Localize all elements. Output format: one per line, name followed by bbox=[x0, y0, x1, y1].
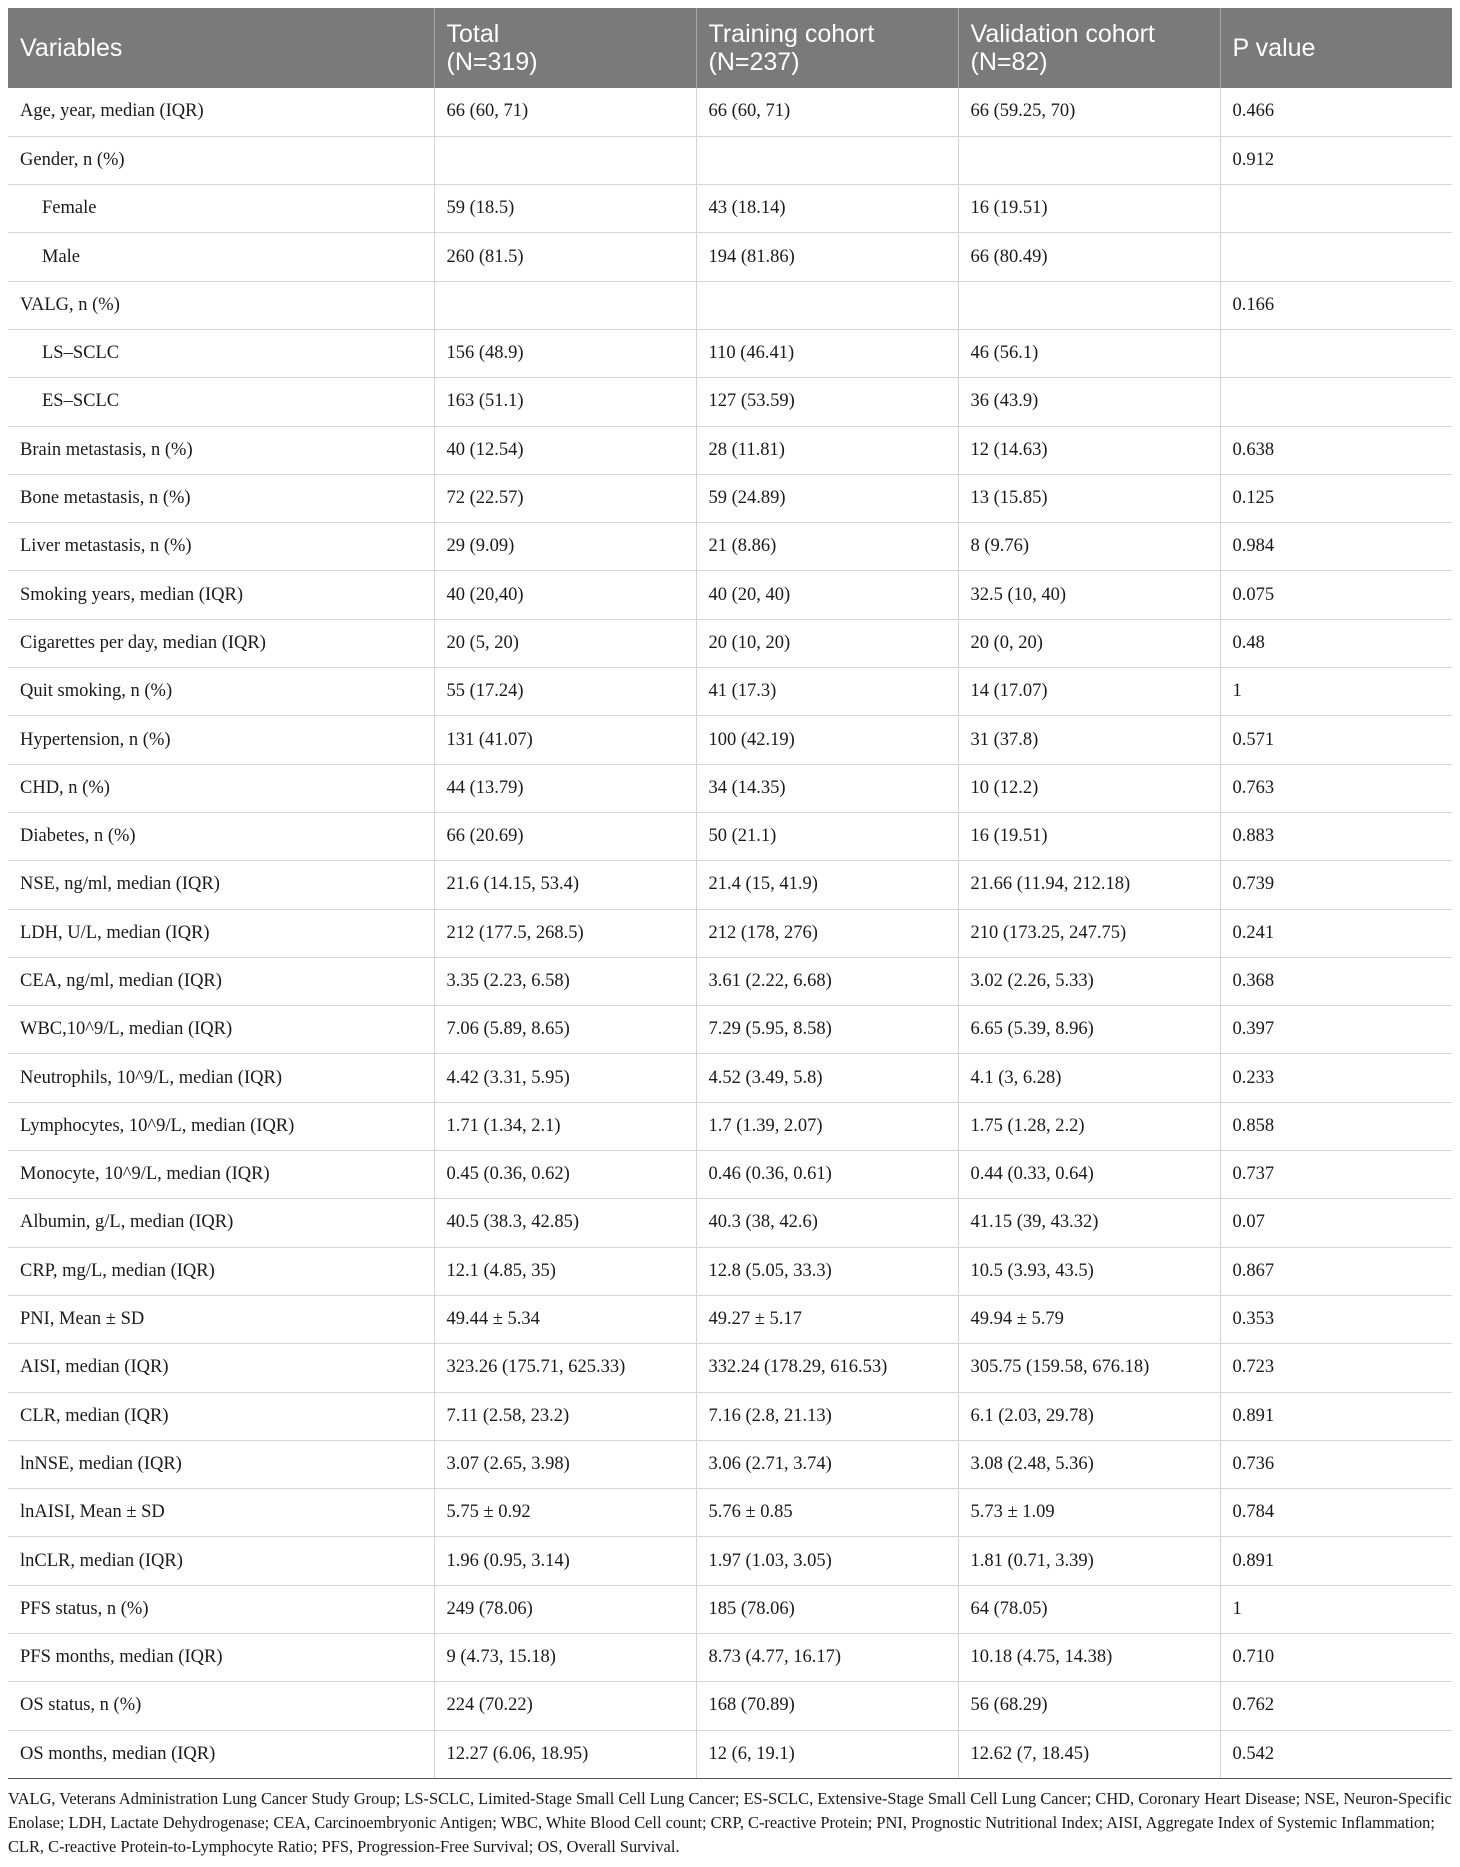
variable-cell: lnAISI, Mean ± SD bbox=[8, 1489, 434, 1537]
variable-cell: Liver metastasis, n (%) bbox=[8, 523, 434, 571]
p-value-cell: 0.723 bbox=[1220, 1344, 1452, 1392]
table-row bbox=[8, 329, 1452, 377]
variable-cell: LDH, U/L, median (IQR) bbox=[8, 909, 434, 957]
total-cell: 156 (48.9) bbox=[434, 329, 696, 377]
validation-cell: 8 (9.76) bbox=[958, 523, 1220, 571]
total-cell: 55 (17.24) bbox=[434, 668, 696, 716]
p-value-cell: 0.867 bbox=[1220, 1247, 1452, 1295]
p-value-cell: 1 bbox=[1220, 668, 1452, 716]
validation-cell: 0.44 (0.33, 0.64) bbox=[958, 1151, 1220, 1199]
total-cell: 7.06 (5.89, 8.65) bbox=[434, 1006, 696, 1054]
validation-cell: 32.5 (10, 40) bbox=[958, 571, 1220, 619]
validation-cell: 56 (68.29) bbox=[958, 1682, 1220, 1730]
p-value-cell: 0.739 bbox=[1220, 861, 1452, 909]
variable-cell: Quit smoking, n (%) bbox=[8, 668, 434, 716]
p-value-cell bbox=[1220, 233, 1452, 281]
p-value-cell: 0.737 bbox=[1220, 1151, 1452, 1199]
total-cell: 249 (78.06) bbox=[434, 1585, 696, 1633]
variable-cell: Diabetes, n (%) bbox=[8, 812, 434, 860]
header-line1: P value bbox=[1232, 34, 1316, 62]
baseline-characteristics-table-container bbox=[8, 8, 1452, 1779]
total-cell bbox=[434, 136, 696, 184]
total-cell: 224 (70.22) bbox=[434, 1682, 696, 1730]
p-value-cell: 1 bbox=[1220, 1585, 1452, 1633]
p-value-cell: 0.397 bbox=[1220, 1006, 1452, 1054]
variable-cell: Male bbox=[8, 233, 434, 281]
header-validation-cohort bbox=[958, 8, 1220, 88]
total-cell: 72 (22.57) bbox=[434, 474, 696, 522]
table-body bbox=[8, 88, 1452, 1778]
header-line2: (N=319) bbox=[446, 48, 538, 76]
table-row bbox=[8, 378, 1452, 426]
p-value-cell: 0.763 bbox=[1220, 764, 1452, 812]
variable-cell: Cigarettes per day, median (IQR) bbox=[8, 619, 434, 667]
training-cell bbox=[696, 136, 958, 184]
validation-cell: 16 (19.51) bbox=[958, 812, 1220, 860]
training-cell: 332.24 (178.29, 616.53) bbox=[696, 1344, 958, 1392]
validation-cell: 13 (15.85) bbox=[958, 474, 1220, 522]
variable-cell: Female bbox=[8, 185, 434, 233]
validation-cell: 66 (80.49) bbox=[958, 233, 1220, 281]
table-row bbox=[8, 1682, 1452, 1730]
total-cell: 66 (20.69) bbox=[434, 812, 696, 860]
table-row bbox=[8, 1634, 1452, 1682]
validation-cell: 10 (12.2) bbox=[958, 764, 1220, 812]
total-cell: 260 (81.5) bbox=[434, 233, 696, 281]
variable-cell: OS status, n (%) bbox=[8, 1682, 434, 1730]
table-row bbox=[8, 426, 1452, 474]
training-cell: 1.97 (1.03, 3.05) bbox=[696, 1537, 958, 1585]
total-cell: 212 (177.5, 268.5) bbox=[434, 909, 696, 957]
training-cell: 28 (11.81) bbox=[696, 426, 958, 474]
training-cell: 49.27 ± 5.17 bbox=[696, 1295, 958, 1343]
validation-cell: 41.15 (39, 43.32) bbox=[958, 1199, 1220, 1247]
variable-cell: AISI, median (IQR) bbox=[8, 1344, 434, 1392]
table-row bbox=[8, 1489, 1452, 1537]
training-cell: 20 (10, 20) bbox=[696, 619, 958, 667]
variable-cell: CRP, mg/L, median (IQR) bbox=[8, 1247, 434, 1295]
validation-cell: 49.94 ± 5.79 bbox=[958, 1295, 1220, 1343]
training-cell: 34 (14.35) bbox=[696, 764, 958, 812]
header-line2: (N=82) bbox=[970, 48, 1048, 76]
table-row bbox=[8, 619, 1452, 667]
table-row bbox=[8, 233, 1452, 281]
table-row bbox=[8, 909, 1452, 957]
table-row bbox=[8, 1295, 1452, 1343]
total-cell: 0.45 (0.36, 0.62) bbox=[434, 1151, 696, 1199]
p-value-cell: 0.48 bbox=[1220, 619, 1452, 667]
variable-cell: Hypertension, n (%) bbox=[8, 716, 434, 764]
training-cell: 41 (17.3) bbox=[696, 668, 958, 716]
header-p-value bbox=[1220, 8, 1452, 88]
table-row bbox=[8, 812, 1452, 860]
training-cell: 212 (178, 276) bbox=[696, 909, 958, 957]
training-cell: 40.3 (38, 42.6) bbox=[696, 1199, 958, 1247]
validation-cell bbox=[958, 281, 1220, 329]
p-value-cell: 0.075 bbox=[1220, 571, 1452, 619]
header-line1: Training cohort bbox=[708, 20, 875, 48]
table-row bbox=[8, 1054, 1452, 1102]
training-cell: 110 (46.41) bbox=[696, 329, 958, 377]
training-cell: 12 (6, 19.1) bbox=[696, 1730, 958, 1778]
total-cell: 12.27 (6.06, 18.95) bbox=[434, 1730, 696, 1778]
training-cell: 21 (8.86) bbox=[696, 523, 958, 571]
variable-cell: PFS months, median (IQR) bbox=[8, 1634, 434, 1682]
variable-cell: CHD, n (%) bbox=[8, 764, 434, 812]
validation-cell: 5.73 ± 1.09 bbox=[958, 1489, 1220, 1537]
variable-cell: ES–SCLC bbox=[8, 378, 434, 426]
variable-cell: Monocyte, 10^9/L, median (IQR) bbox=[8, 1151, 434, 1199]
validation-cell: 46 (56.1) bbox=[958, 329, 1220, 377]
variable-cell: CLR, median (IQR) bbox=[8, 1392, 434, 1440]
table-row bbox=[8, 136, 1452, 184]
p-value-cell: 0.891 bbox=[1220, 1392, 1452, 1440]
table-row bbox=[8, 523, 1452, 571]
training-cell: 1.7 (1.39, 2.07) bbox=[696, 1102, 958, 1150]
training-cell bbox=[696, 281, 958, 329]
p-value-cell: 0.07 bbox=[1220, 1199, 1452, 1247]
total-cell: 40.5 (38.3, 42.85) bbox=[434, 1199, 696, 1247]
p-value-cell: 0.233 bbox=[1220, 1054, 1452, 1102]
p-value-cell: 0.353 bbox=[1220, 1295, 1452, 1343]
variable-cell: PNI, Mean ± SD bbox=[8, 1295, 434, 1343]
header-total bbox=[434, 8, 696, 88]
variable-cell: CEA, ng/ml, median (IQR) bbox=[8, 957, 434, 1005]
p-value-cell: 0.762 bbox=[1220, 1682, 1452, 1730]
validation-cell: 6.1 (2.03, 29.78) bbox=[958, 1392, 1220, 1440]
variable-cell: PFS status, n (%) bbox=[8, 1585, 434, 1633]
training-cell: 100 (42.19) bbox=[696, 716, 958, 764]
p-value-cell: 0.984 bbox=[1220, 523, 1452, 571]
total-cell: 1.71 (1.34, 2.1) bbox=[434, 1102, 696, 1150]
p-value-cell: 0.858 bbox=[1220, 1102, 1452, 1150]
table-row bbox=[8, 185, 1452, 233]
p-value-cell: 0.638 bbox=[1220, 426, 1452, 474]
variable-cell: OS months, median (IQR) bbox=[8, 1730, 434, 1778]
validation-cell: 3.02 (2.26, 5.33) bbox=[958, 957, 1220, 1005]
p-value-cell: 0.710 bbox=[1220, 1634, 1452, 1682]
training-cell: 0.46 (0.36, 0.61) bbox=[696, 1151, 958, 1199]
training-cell: 7.29 (5.95, 8.58) bbox=[696, 1006, 958, 1054]
variable-cell: Age, year, median (IQR) bbox=[8, 88, 434, 136]
validation-cell: 10.5 (3.93, 43.5) bbox=[958, 1247, 1220, 1295]
training-cell: 168 (70.89) bbox=[696, 1682, 958, 1730]
training-cell: 5.76 ± 0.85 bbox=[696, 1489, 958, 1537]
variable-cell: lnCLR, median (IQR) bbox=[8, 1537, 434, 1585]
total-cell: 3.07 (2.65, 3.98) bbox=[434, 1440, 696, 1488]
table-row bbox=[8, 1730, 1452, 1778]
table-header-row bbox=[8, 8, 1452, 88]
total-cell: 59 (18.5) bbox=[434, 185, 696, 233]
header-line2: (N=237) bbox=[708, 48, 800, 76]
total-cell: 5.75 ± 0.92 bbox=[434, 1489, 696, 1537]
validation-cell: 6.65 (5.39, 8.96) bbox=[958, 1006, 1220, 1054]
table-row bbox=[8, 281, 1452, 329]
p-value-cell: 0.166 bbox=[1220, 281, 1452, 329]
total-cell: 40 (20,40) bbox=[434, 571, 696, 619]
variable-cell: Bone metastasis, n (%) bbox=[8, 474, 434, 522]
table-row bbox=[8, 1247, 1452, 1295]
variable-cell: VALG, n (%) bbox=[8, 281, 434, 329]
table-row bbox=[8, 1006, 1452, 1054]
variable-cell: Neutrophils, 10^9/L, median (IQR) bbox=[8, 1054, 434, 1102]
total-cell: 66 (60, 71) bbox=[434, 88, 696, 136]
table-row bbox=[8, 716, 1452, 764]
training-cell: 3.61 (2.22, 6.68) bbox=[696, 957, 958, 1005]
validation-cell: 31 (37.8) bbox=[958, 716, 1220, 764]
baseline-characteristics-table bbox=[8, 8, 1452, 1779]
total-cell: 163 (51.1) bbox=[434, 378, 696, 426]
p-value-cell bbox=[1220, 329, 1452, 377]
table-row bbox=[8, 1392, 1452, 1440]
validation-cell: 14 (17.07) bbox=[958, 668, 1220, 716]
validation-cell: 21.66 (11.94, 212.18) bbox=[958, 861, 1220, 909]
table-header bbox=[8, 8, 1452, 88]
table-footnote: VALG, Veterans Administration Lung Cancer Study Group; LS-SCLC, Limited-Stage Small Cell Lung Cancer; ES-SCLC, Extensive-Stage Small Cell Lung Cancer; CHD, Coronary Heart Disease; NSE, Neuron-Specific Enolase; LDH, Lactate Dehydrogenase; CEA, Carcinoembryonic Antigen; WBC, White Blood Cell count; CRP, C-reactive Protein; PNI, Prognostic Nutritional Index; AISI, Aggregate Index of Systemic Inflammation; CLR, C-reactive Protein-to-Lymphocyte Ratio; PFS, Progression-Free Survival; OS, Overall Survival. bbox=[8, 1789, 1452, 1856]
training-cell: 3.06 (2.71, 3.74) bbox=[696, 1440, 958, 1488]
total-cell: 4.42 (3.31, 5.95) bbox=[434, 1054, 696, 1102]
table-row bbox=[8, 1585, 1452, 1633]
p-value-cell: 0.542 bbox=[1220, 1730, 1452, 1778]
p-value-cell: 0.912 bbox=[1220, 136, 1452, 184]
total-cell: 44 (13.79) bbox=[434, 764, 696, 812]
total-cell: 1.96 (0.95, 3.14) bbox=[434, 1537, 696, 1585]
variable-cell: Lymphocytes, 10^9/L, median (IQR) bbox=[8, 1102, 434, 1150]
total-cell: 40 (12.54) bbox=[434, 426, 696, 474]
table-row bbox=[8, 764, 1452, 812]
total-cell: 323.26 (175.71, 625.33) bbox=[434, 1344, 696, 1392]
p-value-cell bbox=[1220, 378, 1452, 426]
validation-cell: 64 (78.05) bbox=[958, 1585, 1220, 1633]
training-cell: 12.8 (5.05, 33.3) bbox=[696, 1247, 958, 1295]
training-cell: 40 (20, 40) bbox=[696, 571, 958, 619]
table-row bbox=[8, 1537, 1452, 1585]
variable-cell: WBC,10^9/L, median (IQR) bbox=[8, 1006, 434, 1054]
variable-cell: NSE, ng/ml, median (IQR) bbox=[8, 861, 434, 909]
total-cell: 20 (5, 20) bbox=[434, 619, 696, 667]
validation-cell: 12 (14.63) bbox=[958, 426, 1220, 474]
validation-cell: 66 (59.25, 70) bbox=[958, 88, 1220, 136]
variable-cell: lnNSE, median (IQR) bbox=[8, 1440, 434, 1488]
training-cell: 127 (53.59) bbox=[696, 378, 958, 426]
table-row bbox=[8, 88, 1452, 136]
variable-cell: Gender, n (%) bbox=[8, 136, 434, 184]
validation-cell: 20 (0, 20) bbox=[958, 619, 1220, 667]
p-value-cell: 0.241 bbox=[1220, 909, 1452, 957]
training-cell: 43 (18.14) bbox=[696, 185, 958, 233]
validation-cell: 12.62 (7, 18.45) bbox=[958, 1730, 1220, 1778]
validation-cell: 16 (19.51) bbox=[958, 185, 1220, 233]
total-cell: 49.44 ± 5.34 bbox=[434, 1295, 696, 1343]
header-line1: Total bbox=[446, 20, 500, 48]
table-row bbox=[8, 1102, 1452, 1150]
header-line1: Validation cohort bbox=[970, 20, 1155, 48]
table-row bbox=[8, 957, 1452, 1005]
validation-cell: 1.81 (0.71, 3.39) bbox=[958, 1537, 1220, 1585]
validation-cell: 4.1 (3, 6.28) bbox=[958, 1054, 1220, 1102]
table-row bbox=[8, 1151, 1452, 1199]
variable-cell: Smoking years, median (IQR) bbox=[8, 571, 434, 619]
training-cell: 4.52 (3.49, 5.8) bbox=[696, 1054, 958, 1102]
header-line1: Variables bbox=[20, 34, 123, 62]
validation-cell: 10.18 (4.75, 14.38) bbox=[958, 1634, 1220, 1682]
table-row bbox=[8, 861, 1452, 909]
training-cell: 7.16 (2.8, 21.13) bbox=[696, 1392, 958, 1440]
header-training-cohort bbox=[696, 8, 958, 88]
training-cell: 185 (78.06) bbox=[696, 1585, 958, 1633]
p-value-cell: 0.368 bbox=[1220, 957, 1452, 1005]
p-value-cell bbox=[1220, 185, 1452, 233]
p-value-cell: 0.466 bbox=[1220, 88, 1452, 136]
p-value-cell: 0.571 bbox=[1220, 716, 1452, 764]
validation-cell: 36 (43.9) bbox=[958, 378, 1220, 426]
total-cell: 29 (9.09) bbox=[434, 523, 696, 571]
total-cell: 21.6 (14.15, 53.4) bbox=[434, 861, 696, 909]
training-cell: 59 (24.89) bbox=[696, 474, 958, 522]
table-row bbox=[8, 1199, 1452, 1247]
validation-cell: 210 (173.25, 247.75) bbox=[958, 909, 1220, 957]
header-variables bbox=[8, 8, 434, 88]
table-row bbox=[8, 474, 1452, 522]
p-value-cell: 0.891 bbox=[1220, 1537, 1452, 1585]
variable-cell: Brain metastasis, n (%) bbox=[8, 426, 434, 474]
validation-cell: 1.75 (1.28, 2.2) bbox=[958, 1102, 1220, 1150]
table-row bbox=[8, 1440, 1452, 1488]
table-row bbox=[8, 1344, 1452, 1392]
training-cell: 21.4 (15, 41.9) bbox=[696, 861, 958, 909]
total-cell: 131 (41.07) bbox=[434, 716, 696, 764]
table-row bbox=[8, 571, 1452, 619]
total-cell: 12.1 (4.85, 35) bbox=[434, 1247, 696, 1295]
validation-cell: 3.08 (2.48, 5.36) bbox=[958, 1440, 1220, 1488]
training-cell: 66 (60, 71) bbox=[696, 88, 958, 136]
total-cell: 9 (4.73, 15.18) bbox=[434, 1634, 696, 1682]
training-cell: 194 (81.86) bbox=[696, 233, 958, 281]
table-row bbox=[8, 668, 1452, 716]
training-cell: 8.73 (4.77, 16.17) bbox=[696, 1634, 958, 1682]
validation-cell: 305.75 (159.58, 676.18) bbox=[958, 1344, 1220, 1392]
total-cell: 7.11 (2.58, 23.2) bbox=[434, 1392, 696, 1440]
p-value-cell: 0.883 bbox=[1220, 812, 1452, 860]
variable-cell: Albumin, g/L, median (IQR) bbox=[8, 1199, 434, 1247]
p-value-cell: 0.125 bbox=[1220, 474, 1452, 522]
training-cell: 50 (21.1) bbox=[696, 812, 958, 860]
p-value-cell: 0.784 bbox=[1220, 1489, 1452, 1537]
variable-cell: LS–SCLC bbox=[8, 329, 434, 377]
total-cell bbox=[434, 281, 696, 329]
validation-cell bbox=[958, 136, 1220, 184]
p-value-cell: 0.736 bbox=[1220, 1440, 1452, 1488]
total-cell: 3.35 (2.23, 6.58) bbox=[434, 957, 696, 1005]
